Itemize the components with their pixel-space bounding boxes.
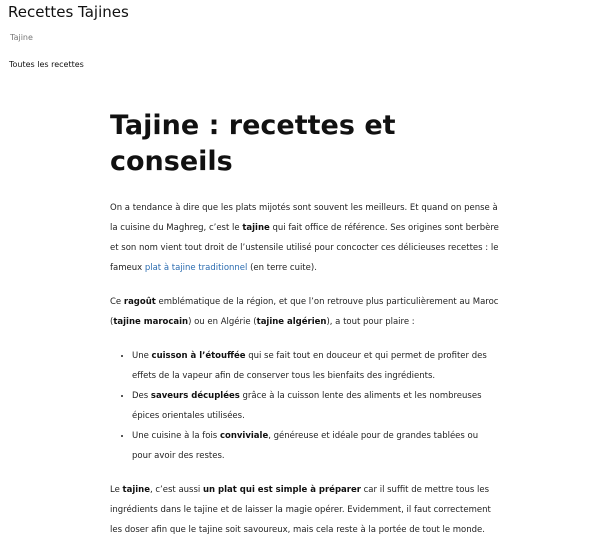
region-bold-ragout: ragoût (123, 297, 156, 307)
region-text-3: ) ou en Algérie ( (188, 317, 257, 327)
region-text-2: emblématique de la région, et que l’on retrouve plus particulièrement au Maroc ( (110, 297, 499, 327)
list-item (132, 386, 500, 426)
breadcrumb-tajine[interactable]: Tajine (10, 33, 33, 42)
article-content (110, 108, 500, 554)
region-bold-algerien: tajine algérien (256, 317, 327, 327)
plat-a-tajine-link[interactable]: plat à tajine traditionnel (144, 263, 248, 273)
bullet-bold: saveurs décuplées (150, 391, 240, 401)
page-title: Tajine : recettes et conseils (110, 110, 396, 177)
bullet-post: qui se fait tout en douceur et qui permet de profiter des effets de la vapeur afin de conserver tous les bienfaits des ingrédients. (132, 351, 487, 381)
intro-text-2: qui fait office de référence. Ses origines sont berbère et son nom vient tout droit de l’ustensile utilisé pour concocter ces délicieuses recettes : le fameux (110, 223, 499, 273)
simple-bold-easy: un plat qui est simple à préparer (202, 485, 361, 495)
region-paragraph (110, 292, 500, 332)
intro-paragraph (110, 198, 500, 278)
list-item (132, 426, 500, 466)
bullet-bold: cuisson à l’étouffée (151, 351, 246, 361)
intro-bold-tajine: tajine (242, 223, 270, 233)
simple-text-3: car il suffit de mettre tous les ingrédients dans le tajine et de laisser la magie opérer. Evidemment, il faut correctement les doser afin que le tajine soit savoureux, mais cela reste à la portée de tout le monde. (110, 485, 491, 535)
bullet-pre: Une (132, 351, 152, 361)
bullet-post: , généreuse et idéale pour de grandes tablées ou pour avoir des restes. (132, 431, 479, 461)
bullet-pre: Des (132, 391, 151, 401)
nav-all-recipes-link[interactable]: Toutes les recettes (9, 60, 84, 69)
benefits-list (110, 346, 500, 466)
intro-text-3: (en terre cuite). (247, 263, 317, 273)
bullet-post: grâce à la cuisson lente des aliments et les nombreuses épices orientales utilisées. (132, 391, 482, 421)
simple-text-2: , c’est aussi (149, 485, 203, 495)
bullet-bold: conviviale (219, 431, 269, 441)
region-bold-marocain: tajine marocain (113, 317, 189, 327)
site-title-link[interactable]: Recettes Tajines (8, 3, 129, 21)
bullet-pre: Une cuisine à la fois (132, 431, 220, 441)
list-item (132, 346, 500, 386)
intro-text-1: On a tendance à dire que les plats mijotés sont souvent les meilleurs. Et quand on pense à la cuisine du Maghreg, c’est le (110, 203, 498, 233)
simple-bold-tajine: tajine (122, 485, 150, 495)
region-text-4: ), a tout pour plaire : (326, 317, 415, 327)
region-text-1: Ce (110, 297, 124, 307)
simple-paragraph (110, 480, 500, 540)
simple-text-1: Le (110, 485, 123, 495)
